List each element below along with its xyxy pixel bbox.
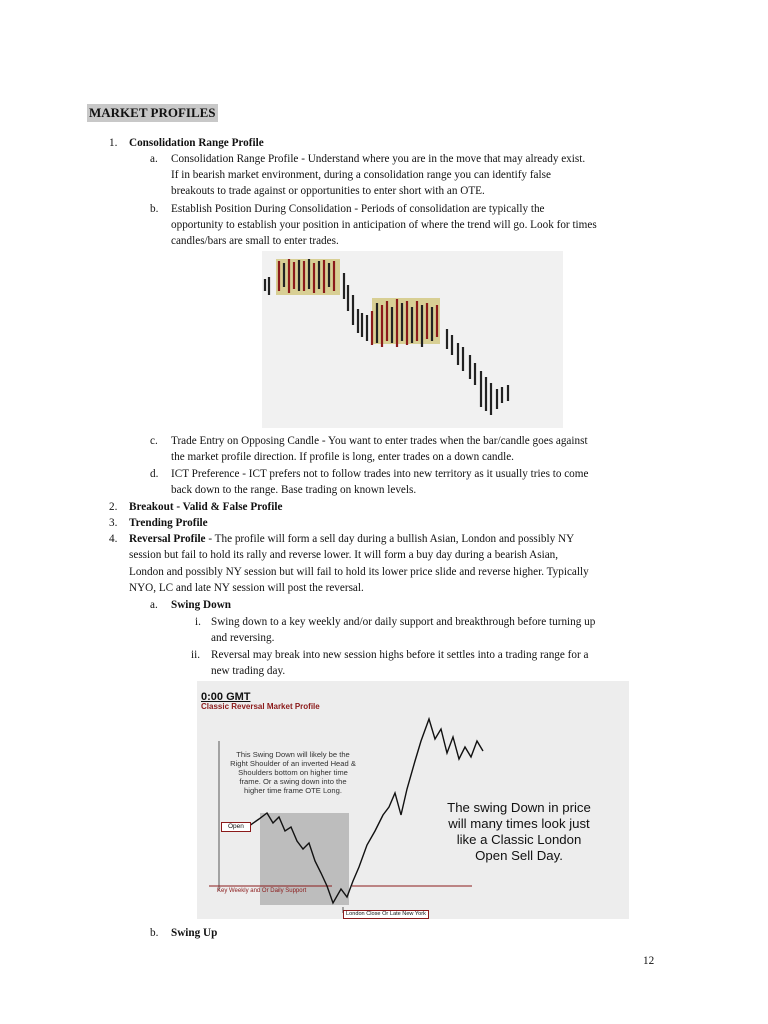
- text-line: ICT Preference - ICT prefers not to follow trades into new territory as it usually tries to come: [171, 468, 589, 480]
- text-line: session but fail to hold its rally and reverse lower. It will form a buy day during a bearish Asian,: [129, 549, 559, 561]
- text-run: - The profile will form a sell day during a bullish Asian, London and possibly NY: [205, 533, 575, 545]
- item-title: Reversal Profile: [129, 533, 206, 545]
- subitem-label: c.: [150, 435, 158, 447]
- text-line: opportunity to establish your position in anticipation of where the trend will go. Look for times: [171, 219, 597, 231]
- text-run: You want to enter trades when the bar/candle goes against: [328, 435, 588, 447]
- consolidation-profile-chart: [262, 251, 563, 428]
- note-line: Right Shoulder of an inverted Head &: [230, 759, 356, 768]
- item-title: Breakout - Valid & False Profile: [129, 501, 283, 513]
- chart-time-label: 0:00 GMT: [201, 691, 251, 703]
- subitem-label: a.: [150, 599, 158, 611]
- chart-callout: [429, 800, 609, 864]
- callout-line: like a Classic London: [456, 832, 582, 847]
- text-line: [129, 532, 574, 547]
- text-line: NYO, LC and late NY session will post the reversal.: [129, 582, 364, 594]
- text-line: London and possibly NY session but will fail to hold its lower price slide and reverse higher. Typically: [129, 566, 589, 578]
- subitem-title: Swing Down: [171, 599, 231, 611]
- close-label: London Close Or Late New York: [343, 910, 429, 919]
- subitem-label: b.: [150, 927, 159, 939]
- text-line: If in bearish market environment, during a consolidation range you can identify false: [171, 169, 551, 181]
- text-line: Establish Position During Consolidation - Periods of consolidation are typically the: [171, 203, 545, 215]
- text-line: the market profile direction. If profile is long, enter trades on a down candle.: [171, 451, 514, 463]
- item-title: Trending Profile: [129, 517, 208, 529]
- subitem-label: a.: [150, 153, 158, 165]
- note-line: Shoulders bottom on higher time: [238, 768, 348, 777]
- subitem-label: d.: [150, 468, 159, 480]
- text-bold-lead: Trade Entry on Opposing Candle -: [171, 435, 329, 447]
- page-number: 12: [643, 955, 655, 967]
- text-line: breakouts to trade against or opportunities to enter short with an OTE.: [171, 185, 485, 197]
- note-line: frame. Or a swing down into the: [239, 777, 347, 786]
- support-label: Key Weekly and Or Daily Support: [217, 888, 307, 894]
- item-number: 1.: [109, 137, 118, 149]
- reversal-profile-chart: [197, 681, 629, 919]
- text-line: Consolidation Range Profile - Understand where you are in the move that may already exist.: [171, 153, 586, 165]
- note-line: higher time frame OTE Long.: [244, 786, 342, 795]
- open-label: Open: [221, 822, 251, 832]
- section-heading: MARKET PROFILES: [89, 105, 216, 120]
- text-line: Reversal may break into new session highs before it settles into a trading range for a: [211, 649, 589, 661]
- item-number: 2.: [109, 501, 118, 513]
- subitem-label: ii.: [191, 649, 201, 661]
- chart-note: [223, 750, 363, 795]
- item-title: Consolidation Range Profile: [129, 137, 264, 149]
- text-line: new trading day.: [211, 665, 286, 677]
- item-number: 4.: [109, 533, 118, 545]
- text-line: [171, 434, 588, 449]
- callout-line: Open Sell Day.: [475, 848, 563, 863]
- callout-line: The swing Down in price: [447, 800, 591, 815]
- subitem-label: b.: [150, 203, 159, 215]
- text-line: back down to the range. Base trading on known levels.: [171, 484, 417, 496]
- text-line: candles/bars are small to enter trades.: [171, 235, 339, 247]
- subitem-label: i.: [195, 616, 201, 628]
- text-line: Swing down to a key weekly and/or daily support and breakthrough before turning up: [211, 616, 596, 628]
- callout-line: will many times look just: [448, 816, 590, 831]
- item-number: 3.: [109, 517, 118, 529]
- note-line: This Swing Down will likely be the: [236, 750, 350, 759]
- chart-subtitle: Classic Reversal Market Profile: [201, 702, 320, 711]
- text-line: and reversing.: [211, 632, 275, 644]
- subitem-title: Swing Up: [171, 927, 218, 939]
